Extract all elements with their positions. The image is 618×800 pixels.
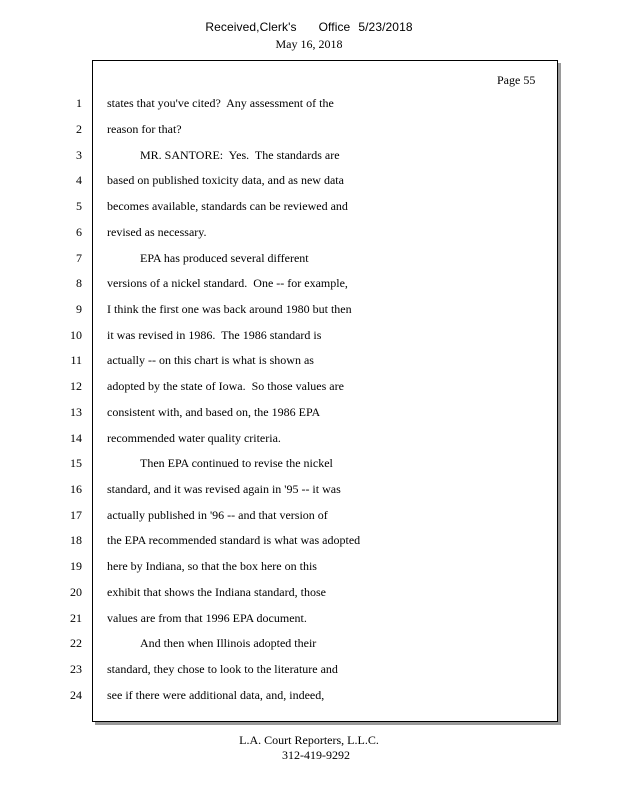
line-number: 11 xyxy=(70,353,82,367)
line-text: based on published toxicity data, and as new data xyxy=(107,173,344,187)
line-number: 18 xyxy=(70,533,82,547)
line-text: becomes available, standards can be reviewed and xyxy=(107,199,348,213)
line-number: 13 xyxy=(70,405,82,419)
line-text: standard, and it was revised again in '95 -- it was xyxy=(107,482,341,496)
line-text: actually -- on this chart is what is shown as xyxy=(107,353,314,367)
line-text: the EPA recommended standard is what was adopted xyxy=(107,533,361,547)
line-text: reason for that? xyxy=(107,122,182,136)
footer-phone: 312-419-9292 xyxy=(282,748,350,762)
line-text: Then EPA continued to revise the nickel xyxy=(140,456,333,470)
header-date: May 16, 2018 xyxy=(275,37,343,51)
line-text: it was revised in 1986. The 1986 standard is xyxy=(107,328,322,342)
line-text: adopted by the state of Iowa. So those values are xyxy=(107,379,344,393)
line-text: values are from that 1996 EPA document. xyxy=(107,611,307,625)
line-number: 16 xyxy=(70,482,82,496)
line-number: 7 xyxy=(76,251,82,265)
line-number: 12 xyxy=(70,379,82,393)
line-text: consistent with, and based on, the 1986 EPA xyxy=(107,405,321,419)
line-number: 6 xyxy=(76,225,82,239)
line-number: 21 xyxy=(70,611,82,625)
line-number: 5 xyxy=(76,199,82,213)
stamp-received: Received,Clerk's xyxy=(205,20,297,34)
page-number: Page 55 xyxy=(497,73,536,87)
line-text: standard, they chose to look to the literature and xyxy=(107,662,338,676)
line-number: 8 xyxy=(76,276,82,290)
line-number: 17 xyxy=(70,508,82,522)
line-number: 19 xyxy=(70,559,82,573)
line-text: revised as necessary. xyxy=(107,225,207,239)
line-text: actually published in '96 -- and that version of xyxy=(107,508,328,522)
line-number: 3 xyxy=(76,148,82,162)
line-text: recommended water quality criteria. xyxy=(107,431,281,445)
clerk-received-stamp xyxy=(0,20,618,34)
line-text: I think the first one was back around 1980 but then xyxy=(107,302,352,316)
line-text: EPA has produced several different xyxy=(140,251,309,265)
line-number: 1 xyxy=(76,96,82,110)
line-text: see if there were additional data, and, indeed, xyxy=(107,688,325,702)
line-number: 23 xyxy=(70,662,82,676)
line-text: versions of a nickel standard. One -- for example, xyxy=(107,276,348,290)
line-number: 2 xyxy=(76,122,82,136)
stamp-office: Office xyxy=(318,20,351,34)
line-number: 22 xyxy=(70,636,82,650)
line-number: 15 xyxy=(70,456,82,470)
stamp-date: 5/23/2018 xyxy=(358,20,413,34)
line-text: And then when Illinois adopted their xyxy=(140,636,317,650)
line-text: MR. SANTORE: Yes. The standards are xyxy=(140,148,340,162)
line-number: 24 xyxy=(70,688,82,702)
line-number: 10 xyxy=(70,328,82,342)
footer-company: L.A. Court Reporters, L.L.C. xyxy=(239,733,379,747)
line-number: 14 xyxy=(70,431,82,445)
line-text: here by Indiana, so that the box here on this xyxy=(107,559,317,573)
line-text: exhibit that shows the Indiana standard, those xyxy=(107,585,326,599)
line-number: 9 xyxy=(76,302,82,316)
line-number: 4 xyxy=(76,173,82,187)
line-number: 20 xyxy=(70,585,82,599)
line-text: states that you've cited? Any assessment of the xyxy=(107,96,334,110)
